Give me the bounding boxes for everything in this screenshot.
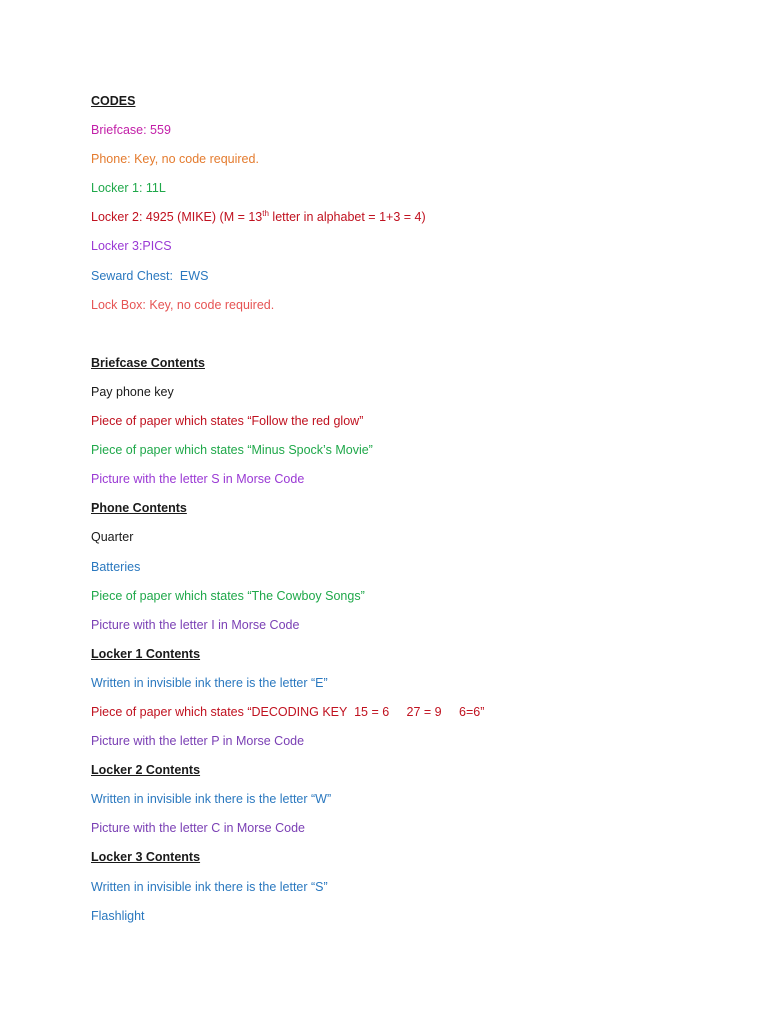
briefcase-contents-heading: Briefcase Contents	[91, 355, 205, 370]
list-item: Picture with the letter C in Morse Code	[91, 821, 305, 836]
list-item: Picture with the letter S in Morse Code	[91, 472, 305, 487]
codes-heading: CODES	[91, 94, 136, 108]
code-briefcase: Briefcase: 559	[91, 123, 171, 138]
code-locker3: Locker 3:PICS	[91, 239, 172, 254]
locker3-contents-heading: Locker 3 Contents	[91, 850, 201, 865]
section-gap	[91, 325, 731, 354]
code-locker2-pre: Locker 2: 4925 (MIKE) (M = 13	[91, 210, 263, 225]
list-item: Piece of paper which states “Follow the red glow”	[91, 414, 364, 429]
list-item: Written in invisible ink there is the letter “E”	[91, 675, 328, 690]
code-phone: Phone: Key, no code required.	[91, 152, 259, 167]
code-locker2-post: letter in alphabet = 1+3 = 4)	[268, 210, 426, 225]
list-item: Piece of paper which states “DECODING KEY 15 = 6 27 = 9 6=6”	[91, 704, 485, 719]
list-item: Piece of paper which states “Minus Spock’s Movie”	[91, 443, 373, 458]
document-page	[91, 92, 731, 936]
list-item: Pay phone key	[91, 384, 174, 399]
list-item: Written in invisible ink there is the letter “W”	[91, 792, 332, 807]
code-lock-box: Lock Box: Key, no code required.	[91, 297, 275, 312]
list-item: Quarter	[91, 530, 134, 545]
list-item: Flashlight	[91, 908, 145, 923]
list-item: Picture with the letter I in Morse Code	[91, 617, 300, 632]
code-locker2	[91, 208, 731, 237]
code-locker1: Locker 1: 11L	[91, 181, 166, 196]
list-item: Piece of paper which states “The Cowboy Songs”	[91, 588, 365, 603]
code-seward-chest: Seward Chest: EWS	[91, 268, 209, 283]
phone-contents-heading: Phone Contents	[91, 501, 187, 516]
locker2-contents-heading: Locker 2 Contents	[91, 763, 201, 778]
locker1-contents-heading: Locker 1 Contents	[91, 646, 201, 661]
list-item: Picture with the letter P in Morse Code	[91, 734, 305, 749]
code-locker2-sup: th	[262, 209, 269, 219]
list-item: Batteries	[91, 559, 141, 574]
list-item: Written in invisible ink there is the letter “S”	[91, 879, 328, 894]
